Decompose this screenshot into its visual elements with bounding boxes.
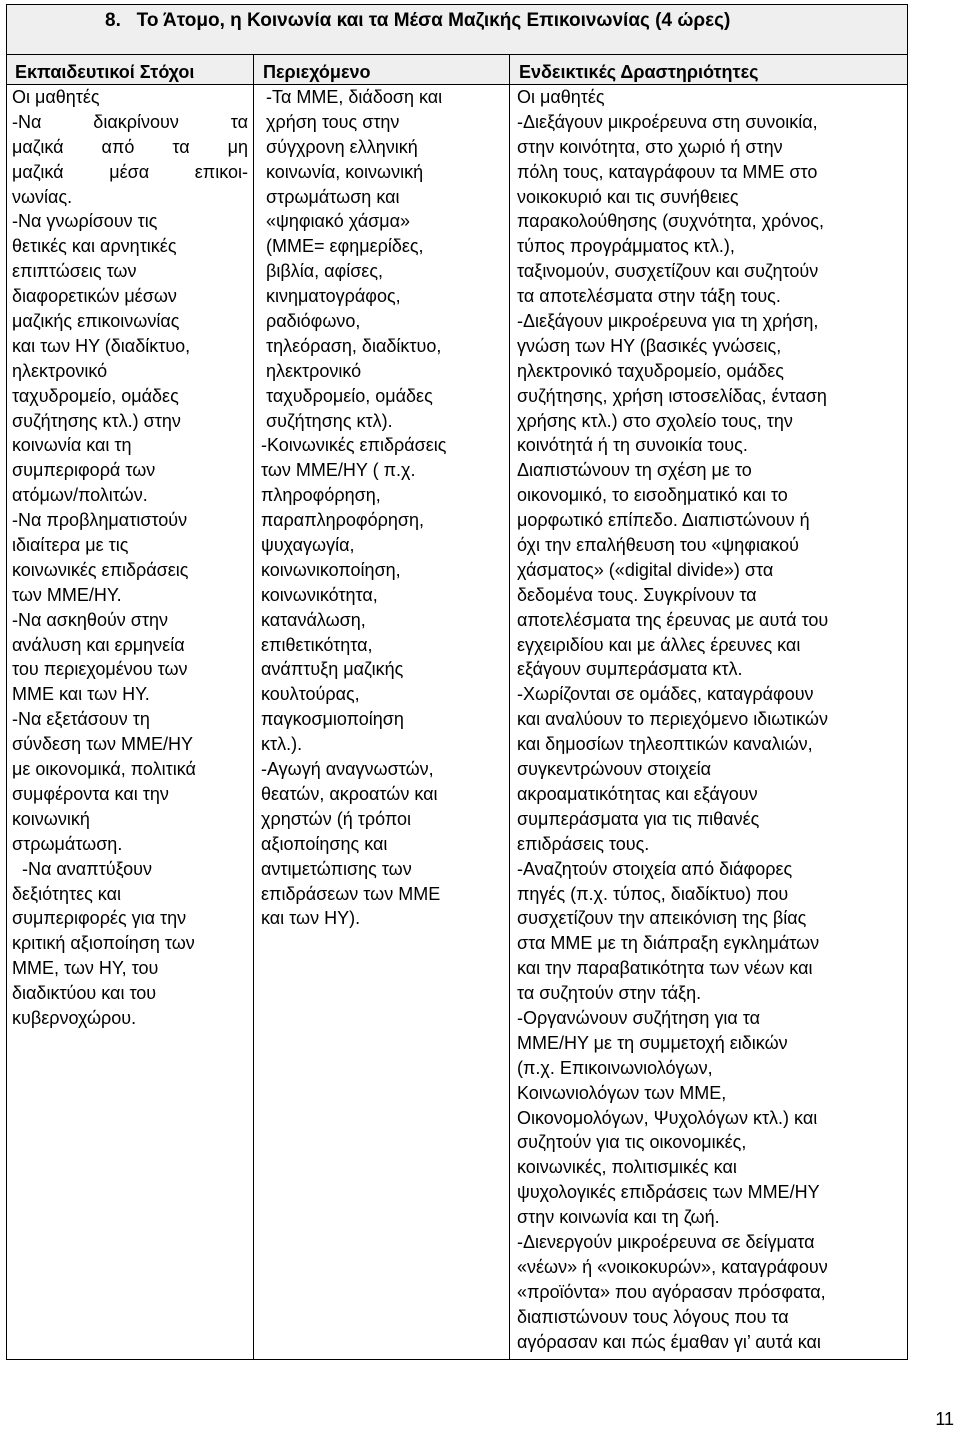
cell-text-line: ΜΜΕ, των ΗΥ, του [12,958,159,979]
cell-text-line: ψυχολογικές επιδράσεις των ΜΜΕ/ΗΥ [517,1182,820,1203]
cell-text-line: επιπτώσεις των [12,261,137,282]
cell-text-line: -Να γνωρίσουν τις [12,211,158,232]
cell-text-line: οικονομικό, το εισοδηματικό και το [517,485,788,506]
cell-text-line: κοινωνικές, πολιτισμικές και [517,1157,737,1178]
cell-text-line: ανάπτυξη μαζικής [261,659,404,680]
cell-text-line: συμφέροντα και την [12,783,169,804]
cell-text-line: Οι μαθητές [12,87,100,107]
cell-text-line: συζήτησης κτλ). [261,410,393,431]
cell-text-line: πόλη τους, καταγράφουν τα ΜΜΕ στο [517,161,818,182]
cell-text-line: και των ΗΥ). [261,908,361,929]
cell-text-line: αντιμετώπισης των [261,858,412,879]
cell-text-line: «νέων» ή «νοικοκυρών», καταγράφουν [517,1256,828,1277]
page-number: 11 [935,1409,954,1429]
cell-text-line: συμπεράσματα για τις πιθανές [517,808,760,829]
cell-text-line: συζητούν για τις οικονομικές, [517,1132,747,1153]
cell-text-line: συμπεριφορές για την [12,908,187,929]
cell-text-line: -Διενεργούν μικροέρευνα σε δείγματα [517,1231,815,1252]
cell-text-line: διαφορετικών μέσων [12,286,177,307]
cell-text-line: ραδιόφωνο, [261,311,361,332]
cell-text-line: ΜΜΕ/ΗΥ με τη συμμετοχή ειδικών [517,1032,788,1053]
cell-text-line: κοινωνία, κοινωνική [261,161,424,182]
title-row [7,5,907,55]
cell-text-line: στρωμάτωση και [261,186,400,207]
cell-text-line: κοινωνικές επιδράσεις [12,559,189,580]
curriculum-table [6,4,908,1360]
cell-text-line: των ΜΜΕ/ΗΥ ( π.χ. [261,460,416,481]
cell-text-line: αξιοποίησης και [261,833,388,854]
cell-text-line: κουλτούρας, [261,684,360,705]
cell-text-line: ακροαματικότητας και εξάγουν [517,783,758,804]
cell-text-line: μαζικά από τα μη [12,136,248,157]
cell-text-line: χρήση τους στην [261,111,400,132]
cell-text-line: χρηστών (ή τρόποι [261,808,412,829]
cell-text-line: ηλεκτρονικό [12,360,108,381]
cell-text-line: ατόμων/πολιτών. [12,485,148,506]
cell-text-line: σύγχρονη ελληνική [261,136,418,157]
cell-text-line: ταξινομούν, συσχετίζουν και συζητούν [517,261,819,282]
cell-text-line: και δημοσίων τηλεοπτικών καναλιών, [517,734,813,755]
header-content: Περιεχόμενο [263,62,371,82]
cell-text-line: Οικονομολόγων, Ψυχολόγων κτλ.) και [517,1107,818,1128]
cell-text-line: ταχυδρομείο, ομάδες [261,385,433,406]
cell-text-line: τα συζητούν στην τάξη. [517,983,702,1004]
cell-text-line: χάσματος» («digital divide») στα [517,559,774,580]
cell-text-line: σύνδεση των ΜΜΕ/ΗΥ [12,734,194,755]
cell-text-line: θεατών, ακροατών και [261,783,438,804]
cell-text-line: παρακολούθησης (συχνότητα, χρόνος, [517,211,824,232]
cell-text-line: πληροφόρηση, [261,485,381,506]
cell-text-line: ηλεκτρονικό ταχυδρομείο, ομάδες [517,360,784,381]
cell-text-line: ΜΜΕ και των ΗΥ. [12,684,150,705]
cell-text-line: κατανάλωση, [261,609,366,630]
cell-text-line: Κοινωνιολόγων των ΜΜΕ, [517,1082,727,1103]
cell-text-line: χρήσης κτλ.) στο σχολείο τους, την [517,410,793,431]
cell-text-line: επιδράσεων των ΜΜΕ [261,883,441,904]
cell-text-line: στρωμάτωση. [12,833,123,854]
cell-text-line: -Να εξετάσουν τη [12,709,150,730]
cell-text-line: διαδικτύου και του [12,983,157,1004]
cell-text-line: συμπεριφορά των [12,460,156,481]
cell-text-line: -Να διακρίνουν τα [12,111,248,132]
cell-text-line: νοικοκυριό και τις συνήθειες [517,186,739,207]
cell-text-line: κοινότητά ή τη συνοικία τους. [517,435,748,456]
cell-text-line: εγχειριδίου και με άλλες έρευνες και [517,634,801,655]
cell-text-line: -Διεξάγουν μικροέρευνα για τη χρήση, [517,311,819,332]
cell-text-line: κινηματογράφος, [261,286,401,307]
cell-text-line: τηλεόραση, διαδίκτυο, [261,335,442,356]
cell-text-line: κοινωνικότητα, [261,584,378,605]
cell-text-line: -Τα ΜΜΕ, διάδοση και [261,87,443,107]
cell-text-line: συζήτησης κτλ.) στην [12,410,181,431]
cell-text-line: αποτελέσματα της έρευνας με αυτά του [517,609,829,630]
cell-text-line: ηλεκτρονικό [261,360,362,381]
cell-text-line: -Αγωγή αναγνωστών, [261,759,434,780]
content-cell [261,85,505,931]
cell-text-line: -Κοινωνικές επιδράσεις [261,435,447,456]
column-divider [253,55,254,1359]
cell-text-line: στα ΜΜΕ με τη διάπραξη εγκλημάτων [517,933,820,954]
cell-text-line: όχι την επαλήθευση του «ψηφιακού [517,535,799,556]
cell-text-line: κριτική αξιοποίηση των [12,933,195,954]
cell-text-line: και των ΗΥ (διαδίκτυο, [12,335,191,356]
cell-text-line: κτλ.). [261,734,303,755]
cell-text-line: στην κοινωνία και τη ζωή. [517,1207,720,1228]
cell-text-line: αγόρασαν και πώς έμαθαν γι’ αυτά και [517,1331,821,1352]
cell-text-line: συγκεντρώνουν στοιχεία [517,759,712,780]
cell-text-line: μορφωτικό επίπεδο. Διαπιστώνουν ή [517,510,810,531]
cell-text-line: Διαπιστώνουν τη σχέση με το [517,460,752,481]
cell-text-line: κοινωνική [12,808,90,829]
cell-text-line: -Να ασκηθούν στην [12,609,169,630]
header-educational-goals: Εκπαιδευτικοί Στόχοι [15,62,195,82]
cell-text-line: «προϊόντα» που αγόρασαν πρόσφατα, [517,1281,826,1302]
cell-text-line: -Διεξάγουν μικροέρευνα στη συνοικία, [517,111,818,132]
cell-text-line: κοινωνικοποίηση, [261,559,401,580]
cell-text-line: παγκοσμιοποίηση [261,709,404,730]
cell-text-line: κυβερνοχώρου. [12,1007,137,1028]
cell-text-line: τα αποτελέσματα στην τάξη τους. [517,286,781,307]
cell-text-line: βιβλία, αφίσες, [261,261,384,282]
cell-text-line: δεξιότητες και [12,883,121,904]
cell-text-line: με οικονομικά, πολιτικά [12,759,196,780]
cell-text-line: ψυχαγωγία, [261,535,355,556]
cell-text-line: επιθετικότητα, [261,634,373,655]
cell-text-line: δεδομένα τους. Συγκρίνουν τα [517,584,757,605]
cell-text-line: θετικές και αρνητικές [12,236,177,257]
cell-text-line: -Αναζητούν στοιχεία από διάφορες [517,858,793,879]
cell-text-line: γνώση των ΗΥ (βασικές γνώσεις, [517,335,782,356]
cell-text-line: των ΜΜΕ/ΗΥ. [12,584,122,605]
cell-text-line: μαζικά μέσα επικοι- [12,161,248,182]
cell-text-line: -Να προβληματιστούν [12,510,188,531]
cell-text-line: -Οργανώνουν συζήτηση για τα [517,1007,761,1028]
cell-text-line: συσχετίζουν την απεικόνιση της βίας [517,908,807,929]
cell-text-line: διαπιστώνουν τους λόγους που τα [517,1306,789,1327]
cell-text-line: νωνίας. [12,186,73,207]
cell-text-line: παραπληροφόρηση, [261,510,424,531]
cell-text-line: (π.χ. Επικοινωνιολόγων, [517,1057,713,1078]
cell-text-line: συζήτησης, χρήση ιστοσελίδας, ένταση [517,385,827,406]
cell-text-line: και την παραβατικότητα των νέων και [517,958,813,979]
cell-text-line: πηγές (π.χ. τύπος, διαδίκτυο) που [517,883,789,904]
cell-text-line: εξάγουν συμπεράσματα κτλ. [517,659,743,680]
cell-text-line: ιδιαίτερα με τις [12,535,129,556]
activities-cell [517,85,905,1354]
cell-text-line: μαζικής επικοινωνίας [12,311,180,332]
cell-text-line: -Να αναπτύξουν [12,858,153,879]
cell-text-line: Οι μαθητές [517,87,605,107]
goals-cell [12,85,248,1031]
cell-text-line: -Χωρίζονται σε ομάδες, καταγράφουν [517,684,814,705]
cell-text-line: στην κοινότητα, στο χωριό ή στην [517,136,783,157]
cell-text-line: τύπος προγράμματος κτλ.), [517,236,735,257]
cell-text-line: και αναλύουν το περιεχόμενο ιδιωτικών [517,709,828,730]
cell-text-line: ανάλυση και ερμηνεία [12,634,185,655]
cell-text-line: «ψηφιακό χάσμα» [261,211,410,232]
cell-text-line: επιδράσεις τους. [517,833,650,854]
cell-text-line: κοινωνία και τη [12,435,132,456]
cell-text-line: ταχυδρομείο, ομάδες [12,385,179,406]
cell-text-line: του περιεχομένου των [12,659,188,680]
column-divider [509,55,510,1359]
section-title: 8. Το Άτομο, η Κοινωνία και τα Μέσα Μαζικής Επικοινωνίας (4 ώρες) [105,10,731,31]
cell-text-line: (ΜΜΕ= εφημερίδες, [261,236,424,257]
header-indicative-activities: Ενδεικτικές Δραστηριότητες [519,62,759,82]
